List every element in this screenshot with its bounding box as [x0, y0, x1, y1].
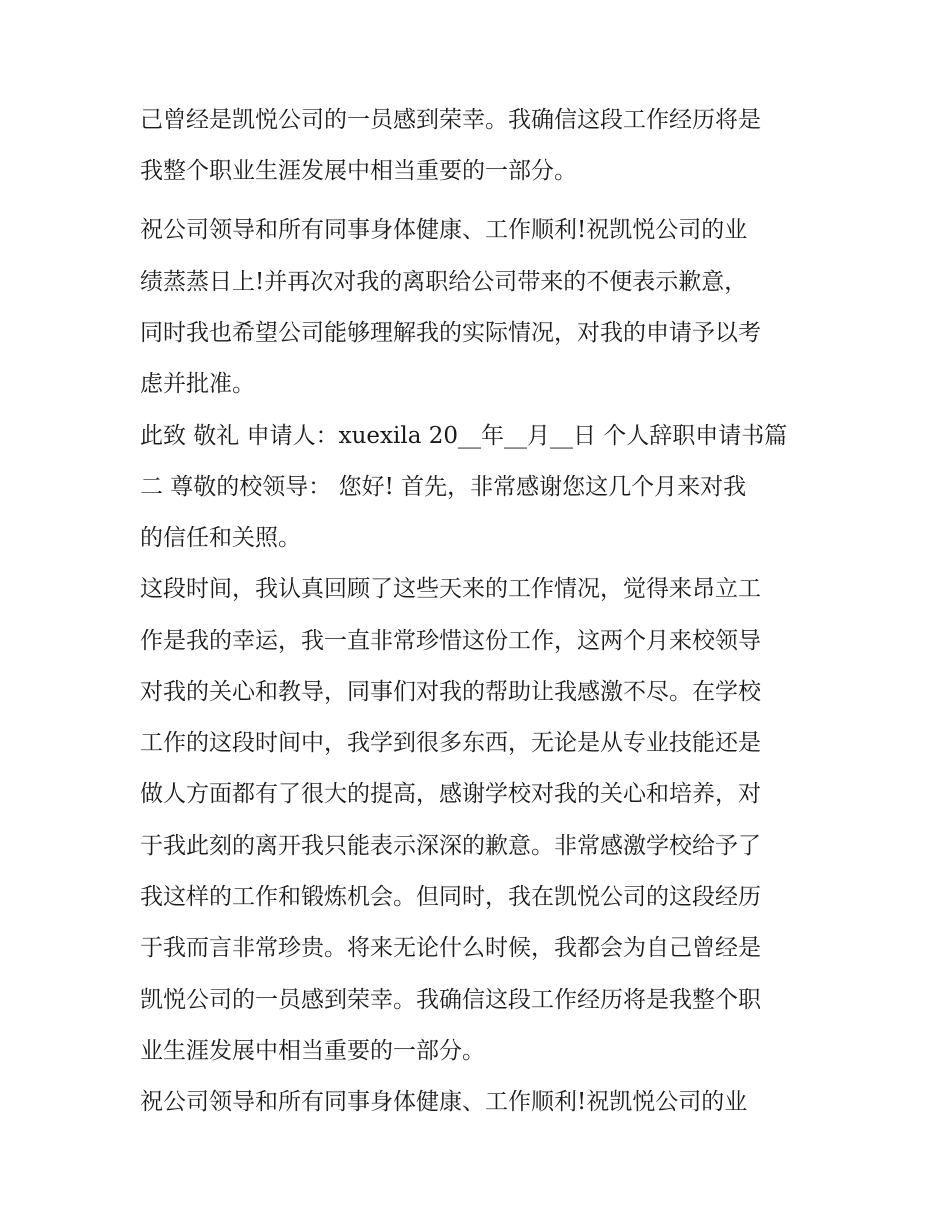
text-line: 对我的关心和教导，同事们对我的帮助让我感激不尽。在学校 — [140, 679, 761, 705]
text-line: 祝公司领导和所有同事身体健康、工作顺利!祝凯悦公司的业 — [140, 217, 748, 243]
text-line: 此致 敬礼 申请人：xuexila 20__年__月__日 个人辞职申请书篇 — [140, 423, 788, 449]
text-line: 于我而言非常珍贵。将来无论什么时候，我都会为自己曾经是 — [140, 935, 761, 961]
text-line: 同时我也希望公司能够理解我的实际情况，对我的申请予以考 — [140, 320, 761, 346]
text-line: 虑并批准。 — [140, 371, 255, 397]
text-line: 做人方面都有了很大的提高，感谢学校对我的关心和培养，对 — [140, 781, 761, 807]
text-line: 的信任和关照。 — [140, 525, 301, 551]
text-line: 于我此刻的离开我只能表示深深的歉意。非常感激学校给予了 — [140, 833, 761, 859]
text-line: 这段时间，我认真回顾了这些天来的工作情况，觉得来昂立工 — [140, 576, 761, 602]
text-line: 作是我的幸运，我一直非常珍惜这份工作，这两个月来校领导 — [140, 628, 761, 654]
text-line: 绩蒸蒸日上!并再次对我的离职给公司带来的不便表示歉意， — [140, 269, 748, 295]
text-line: 我整个职业生涯发展中相当重要的一部分。 — [140, 158, 577, 184]
text-line: 二 尊敬的校领导： 您好! 首先，非常感谢您这几个月来对我 — [140, 474, 747, 500]
text-line: 我这样的工作和锻炼机会。但同时，我在凯悦公司的这段经历 — [140, 884, 761, 910]
text-line: 祝公司领导和所有同事身体健康、工作顺利!祝凯悦公司的业 — [140, 1089, 748, 1115]
text-line: 己曾经是凯悦公司的一员感到荣幸。我确信这段工作经历将是 — [140, 107, 761, 133]
text-line: 凯悦公司的一员感到荣幸。我确信这段工作经历将是我整个职 — [140, 987, 761, 1013]
text-line: 工作的这段时间中，我学到很多东西，无论是从专业技能还是 — [140, 730, 761, 756]
text-line: 业生涯发展中相当重要的一部分。 — [140, 1038, 485, 1064]
